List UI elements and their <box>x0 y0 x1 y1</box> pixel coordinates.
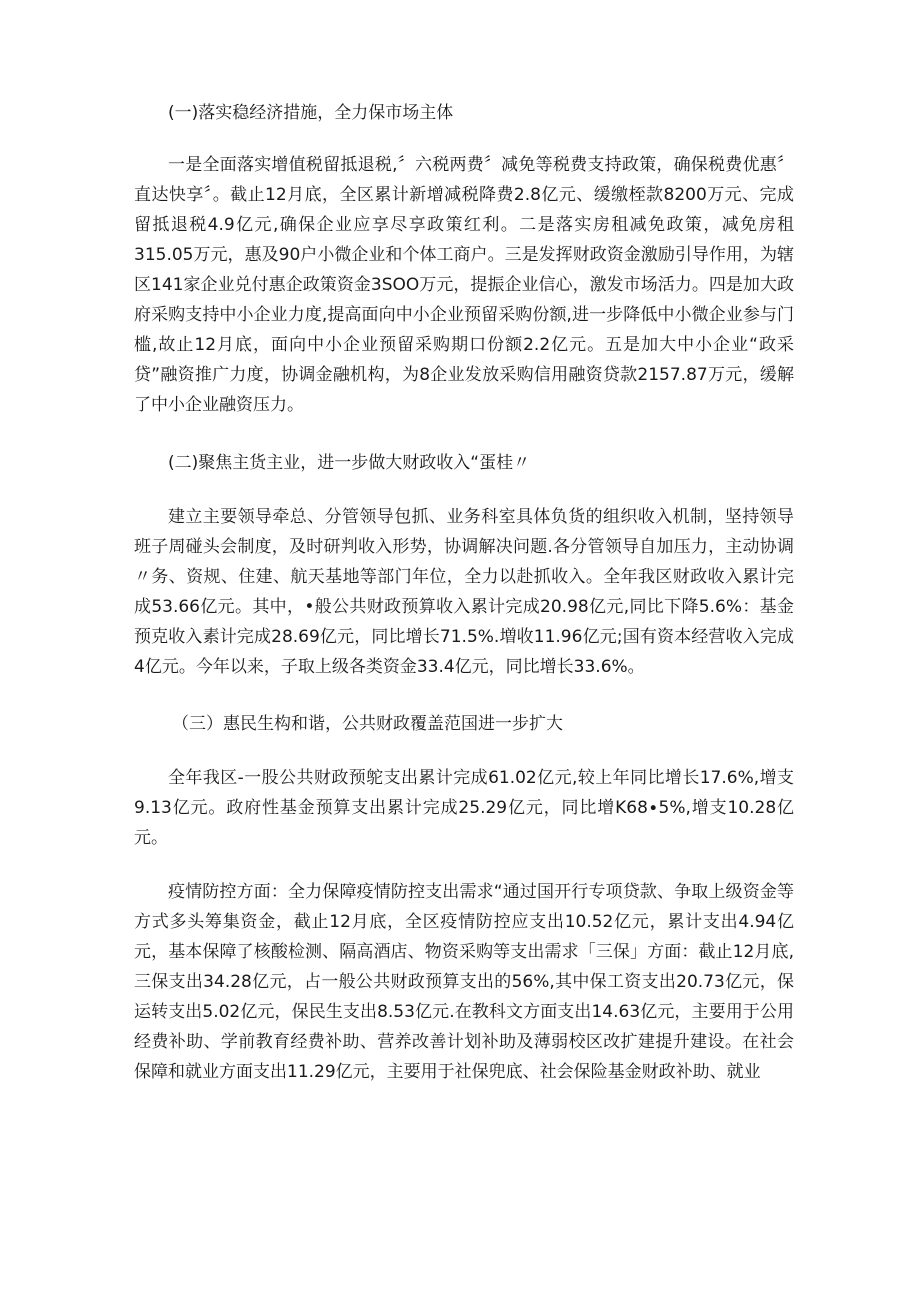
section-heading-1: (一)落实稳经济措施，全力保市场主体 <box>168 103 454 123</box>
section-heading-3: （三）惠民生构和谐，公共财政覆盖范国进一步扩大 <box>172 714 563 734</box>
section-3-paragraph-1: 全年我区-一股公共财政预鸵支出累计完成61.02亿元,较上年同比增长17.6%,增支9.13亿元。政府性基金预算支出累计完成25.29亿元，同比增K68∙5%,增支10.28亿元。 <box>134 768 794 848</box>
section-3-paragraph-2: 疫情防控方面：全力保障疫情防控支出需求“通过国开行专项贷款、争取上级资金等方式多头筹集资金，截止12月底，全区疫情防控应支出10.52亿元，累计支出4.94亿元，基本保障了核酸检测、隔高酒店、物资采购等支出需求「三保」方面：截止12月底,三保支出34.28亿元，占一般公共财政预算支出的56%,其中保工资支出20.73亿元，保运转支出5.02亿元，保民生支出8.53亿元.在教科文方面支出14.63亿元，主要用于公用经费补助、学前教育经费补助、营养改善计划补助及薄弱校区改扩建提升建设。在社会保障和就业方面支出11.29亿元，主要用于社保兜底、社会保险基金财政补助、就业 <box>134 882 794 1082</box>
section-2-paragraph-1: 建立主要领导牵总、分管领导包抓、业务科室具体负货的组织收入机制，坚持领导班子周碰头会制度，及时研判收入形势，协调解决问题.各分管领导自加压力，主动协调〃务、资规、住建、航天基地等部门年位，全力以赴抓收入。全年我区财政收入累计完成53.66亿元。其中，•般公共财政预算收入累计完成20.98亿元,同比下降5.6%：基金预克收入素计完成28.69亿元，同比增长71.5%.増收11.96亿元;国有资本经营收入完成4亿元。今年以来，子取上级各类资金33.4亿元，同比增长33.6%。 <box>134 507 794 677</box>
section-heading-2: (二)聚焦主货主业，进一步做大财政收入“蛋桂〃 <box>168 453 531 473</box>
section-1-paragraph-1: 一是全面落实增值税留抵退税,〞六税两费〞减免等税费支持政策，确保税费优惠〞直达快享〞。截止12月底，全区累计新增减税降费2.8亿元、缓缴桎款8200万元、完成留抵退税4.9亿元,确保企业应享尽享政策红利。二是落实房租减免政策，减免房租315.05万元，惠及90户小微企业和个体工商户。三是发挥财政资金激励引导作用，为辖区141家企业兑付惠企政策资金3SOO万元，提振企业信心，激发市场活力。四是加大政府采购支持中小企业力度,提高面向中小企业预留采购份额,进一步降低中小微企业参与门槛,故止12月底，面向中小企业预留采购期口份额2.2亿元。五是加大中小企业“政采贷”融资推广力度，协调金融机构，为8企业发放采购信用融资贷款2157.87万元，缓解了中小企业融资压力。 <box>134 155 794 415</box>
document-page <box>134 98 794 1087</box>
